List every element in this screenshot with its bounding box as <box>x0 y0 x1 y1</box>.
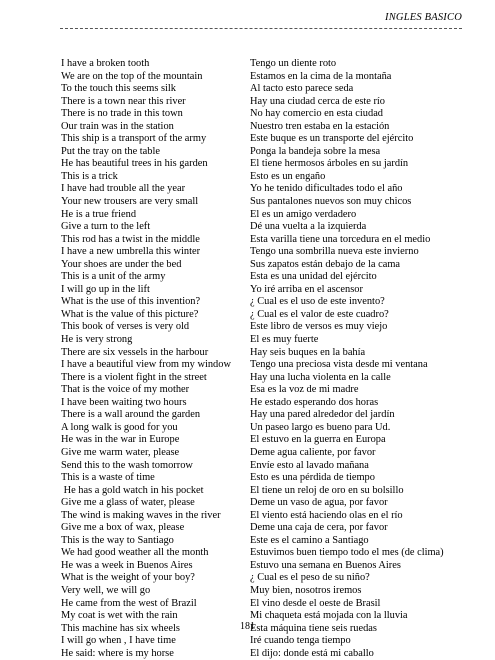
running-title: INGLES BASICO <box>385 12 462 23</box>
spanish-translation: Ponga la bandeja sobre la mesa <box>250 145 381 157</box>
english-sentence: I have had trouble all the year <box>61 183 186 195</box>
spanish-translation: He estado esperando dos horas <box>250 396 379 408</box>
english-sentence: This is the way to Santiago <box>61 534 174 546</box>
spanish-translation: El es muy fuerte <box>250 334 319 346</box>
spanish-translation: Sus pantalones nuevos son muy chicos <box>250 196 412 208</box>
spanish-translation: Esto es una pérdida de tiempo <box>250 472 375 484</box>
spanish-translation: Este es el camino a Santiago <box>250 534 369 546</box>
english-sentence: He came from the west of Brazil <box>61 597 197 609</box>
english-sentence: This machine has six wheels <box>61 622 180 634</box>
spanish-translation: ¿ Cual es el peso de su niño? <box>250 572 370 584</box>
english-sentence: I have been waiting two hours <box>61 396 187 408</box>
english-sentence: Send this to the wash tomorrow <box>61 459 193 471</box>
spanish-translation: Deme una caja de cera, por favor <box>250 522 388 534</box>
english-sentence: There is a violent fight in the street <box>61 371 207 383</box>
english-sentence: Give me warm water, please <box>61 446 180 458</box>
english-sentence: To the touch this seems silk <box>61 83 177 95</box>
english-sentence: There is a town near this river <box>61 95 186 107</box>
english-column <box>61 58 246 660</box>
english-sentence: We had good weather all the month <box>61 547 209 559</box>
english-sentence: I will go when , I have time <box>61 635 176 647</box>
english-sentence: There is no trade in this town <box>61 108 183 120</box>
spanish-translation: Muy bien, nosotros iremos <box>250 584 362 596</box>
english-sentence: He was in the war in Europe <box>61 434 180 446</box>
english-sentence: Give a turn to the left <box>61 221 151 233</box>
spanish-translation: Sus zapatos están debajo de la cama <box>250 258 401 270</box>
spanish-translation: Esta es una unidad del ejército <box>250 271 377 283</box>
english-sentence: There are six vessels in the harbour <box>61 346 209 358</box>
spanish-translation: El vino desde el oeste de Brasil <box>250 597 381 609</box>
english-sentence: He is a true friend <box>61 208 137 220</box>
spanish-translation: Envíe esto al lavado mañana <box>250 459 369 471</box>
spanish-translation: Hay una pared alrededor del jardín <box>250 409 395 421</box>
english-sentence: He said: where is my horse <box>61 647 174 659</box>
english-sentence: I have a broken tooth <box>61 58 150 69</box>
spanish-translation: El dijo: donde está mi caballo <box>250 647 374 659</box>
english-sentence: What is the weight of your boy? <box>61 572 195 584</box>
spanish-column <box>250 58 465 660</box>
spanish-translation: Esta varilla tiene una torcedura en el medio <box>250 233 431 245</box>
spanish-translation: Deme un vaso de agua, por favor <box>250 497 388 509</box>
spanish-translation: El estuvo en la guerra en Europa <box>250 434 386 446</box>
english-sentence: Our train was in the station <box>61 120 174 132</box>
english-sentence: We are on the top of the mountain <box>61 70 203 82</box>
page-number: 181 <box>240 621 255 632</box>
english-sentence: A long walk is good for you <box>61 421 178 433</box>
spanish-translation: Esa es la voz de mi madre <box>250 384 359 396</box>
spanish-translation: ¿ Cual es el uso de este invento? <box>250 296 385 308</box>
english-sentence: He has beautiful trees in his garden <box>61 158 208 170</box>
spanish-translation: El tiene hermosos árboles en su jardín <box>250 158 409 170</box>
spanish-translation: Deme agua caliente, por favor <box>250 446 376 458</box>
english-sentence: This book of verses is very old <box>61 321 190 333</box>
spanish-translation: El es un amigo verdadero <box>250 208 357 220</box>
spanish-translation: Hay una ciudad cerca de este río <box>250 95 386 107</box>
english-sentence: This is a unit of the army <box>61 271 166 283</box>
spanish-translation: Tengo un diente roto <box>250 58 337 69</box>
english-sentence: Very well, we will go <box>61 584 151 596</box>
english-sentence: This is a waste of time <box>61 472 155 484</box>
english-sentence: This rod has a twist in the middle <box>61 233 200 245</box>
spanish-translation: Hay una lucha violenta en la calle <box>250 371 391 383</box>
spanish-translation: Estamos en la cima de la montaña <box>250 70 392 82</box>
english-sentence: This is a trick <box>61 170 118 182</box>
english-sentence: I have a new umbrella this winter <box>61 246 201 258</box>
spanish-translation: Yo he tenido dificultades todo el año <box>250 183 403 195</box>
english-sentence: I have a beautiful view from my window <box>61 359 231 371</box>
spanish-translation: No hay comercio en esta ciudad <box>250 108 384 120</box>
spanish-translation: Este libro de versos es muy viejo <box>250 321 388 333</box>
english-sentence: What is the use of this invention? <box>61 296 201 308</box>
spanish-translation: Un paseo largo es bueno para Ud. <box>250 421 391 433</box>
spanish-translation: Nuestro tren estaba en la estación <box>250 120 390 132</box>
english-sentence: Your new trousers are very small <box>61 196 199 208</box>
spanish-translation: El tiene un reloj de oro en su bolsillo <box>250 484 404 496</box>
spanish-translation: Hay seis buques en la bahía <box>250 346 366 358</box>
spanish-translation: Tengo una preciosa vista desde mi ventana <box>250 359 428 371</box>
spanish-translation: Esto es un engaño <box>250 170 326 182</box>
english-sentence: What is the value of this picture? <box>61 308 199 320</box>
spanish-translation: Al tacto esto parece seda <box>250 83 354 95</box>
english-sentence: He has a gold watch in his pocket <box>61 484 204 496</box>
english-sentence: This ship is a transport of the army <box>61 133 207 145</box>
english-sentence: There is a wall around the garden <box>61 409 201 421</box>
spanish-translation: Tengo una sombrilla nueva este invierno <box>250 246 419 258</box>
header-dashed-rule <box>60 28 462 29</box>
english-sentence: My coat is wet with the rain <box>61 610 178 622</box>
spanish-translation: Dé una vuelta a la izquierda <box>250 221 367 233</box>
english-sentence: That is the voice of my mother <box>61 384 190 396</box>
english-sentence: He was a week in Buenos Aires <box>61 559 193 571</box>
spanish-translation: ¿ Cual es el valor de este cuadro? <box>250 308 389 320</box>
english-sentence: The wind is making waves in the river <box>61 509 221 521</box>
spanish-translation: Yo iré arriba en el ascensor <box>250 283 363 295</box>
spanish-translation: Estuvo una semana en Buenos Aires <box>250 559 401 571</box>
english-sentence: He is very strong <box>61 334 133 346</box>
spanish-translation: Estuvimos buen tiempo todo el mes (de clima) <box>250 547 444 559</box>
spanish-translation: Esta máquina tiene seis ruedas <box>250 622 377 634</box>
spanish-translation: Mi chaqueta está mojada con la lluvia <box>250 610 408 622</box>
english-sentence: Your shoes are under the bed <box>61 258 182 270</box>
english-sentence: Give me a glass of water, please <box>61 497 195 509</box>
spanish-translation: El viento está haciendo olas en el río <box>250 509 403 521</box>
spanish-translation: Este buque es un transporte del ejército <box>250 133 414 145</box>
english-sentence: Put the tray on the table <box>61 145 160 157</box>
spanish-translation: Iré cuando tenga tiempo <box>250 635 351 647</box>
english-sentence: I will go up in the lift <box>61 283 150 295</box>
english-sentence: Give me a box of wax, please <box>61 522 185 534</box>
